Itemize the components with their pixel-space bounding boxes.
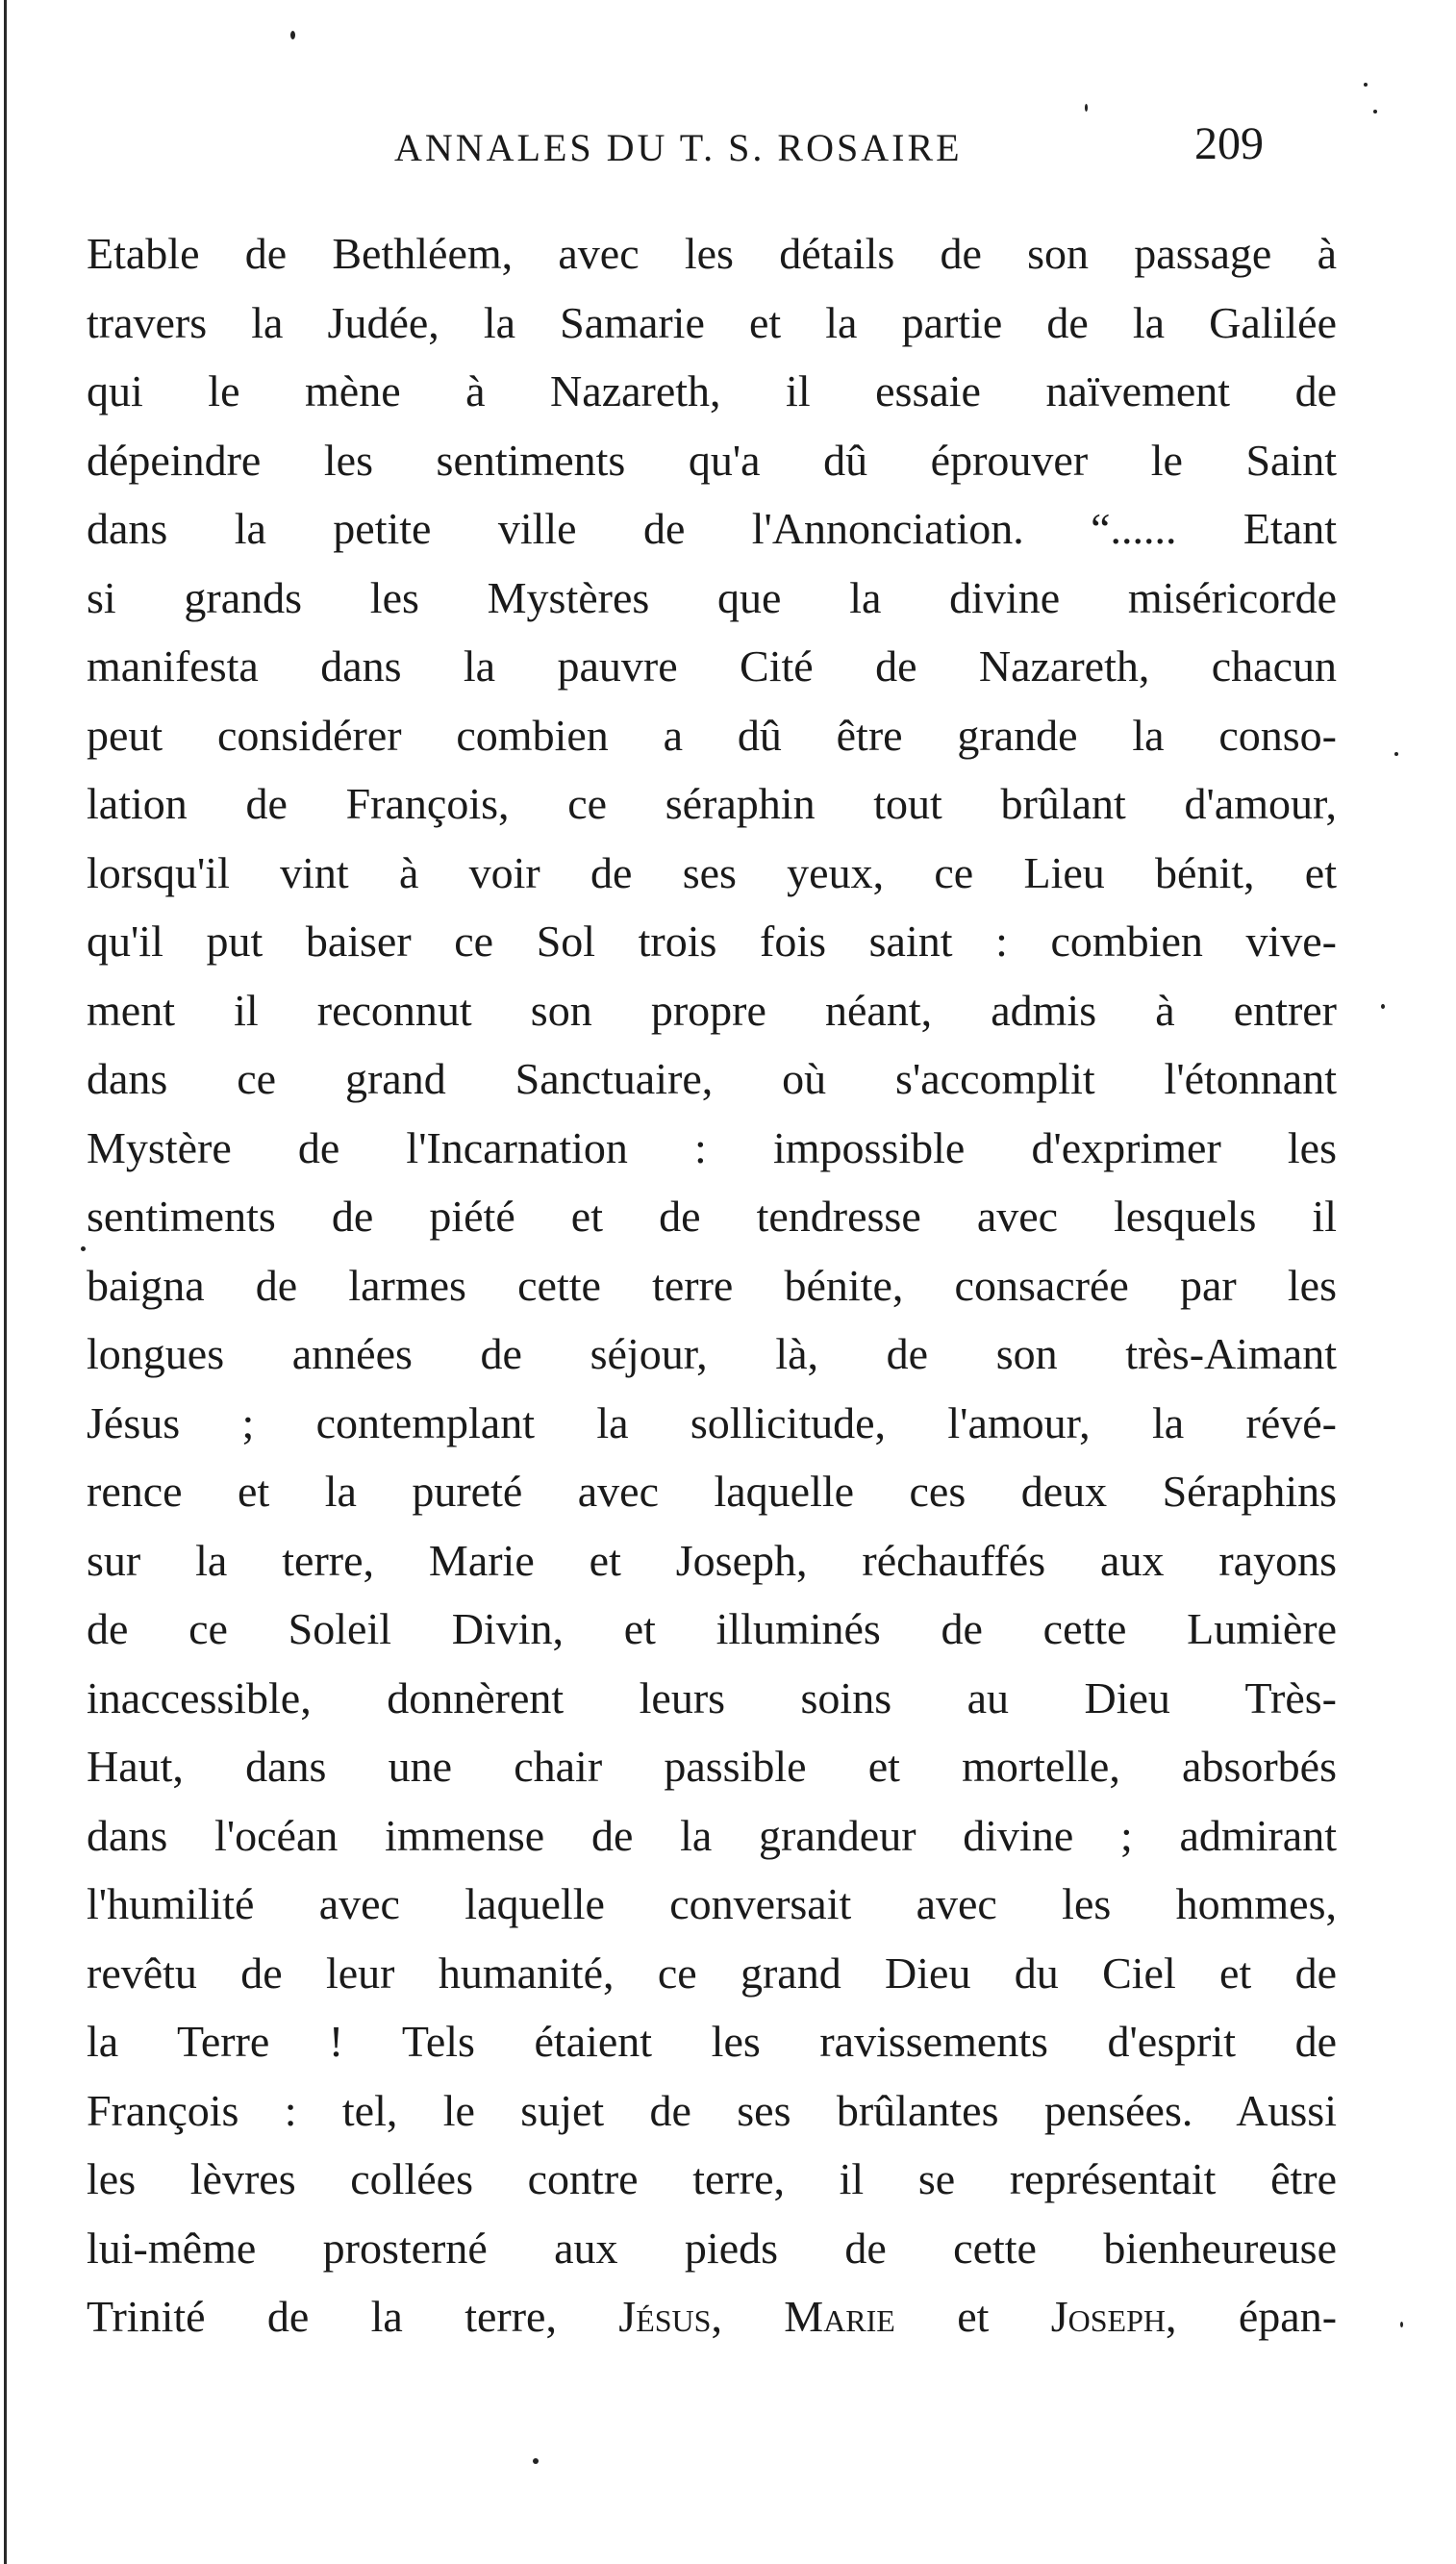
text-line: Jésus ; contemplant la sollicitude, l'amour, la révé- — [87, 1397, 1337, 1447]
text-line: François : tel, le sujet de ses brûlantes pensées. Aussi — [87, 2085, 1337, 2135]
text-line: Mystère de l'Incarnation : impossible d'exprimer les — [87, 1122, 1337, 1172]
scan-speck — [533, 2458, 539, 2464]
text-line: revêtu de leur humanité, ce grand Dieu du Ciel et de — [87, 1948, 1337, 1998]
text-line: si grands les Mystères que la divine miséricorde — [87, 572, 1337, 622]
name-joseph: Joseph — [1050, 2292, 1167, 2341]
scan-speck — [1400, 2322, 1403, 2327]
text-line: de ce Soleil Divin, et illuminés de cette Lumière — [87, 1604, 1337, 1653]
scan-speck — [290, 31, 295, 39]
text-line: qu'il put baiser ce Sol trois fois saint : combien vive- — [87, 917, 1337, 966]
text-line: inaccessible, donnèrent leurs soins au Dieu Très- — [87, 1672, 1337, 1722]
name-jesus: Jésus — [618, 2292, 712, 2341]
text-segment: et — [894, 2292, 1051, 2341]
scan-speck — [1085, 104, 1088, 112]
text-line: manifesta dans la pauvre Cité de Nazareth, chacun — [87, 641, 1337, 691]
text-line: peut considérer combien a dû être grande la conso- — [87, 710, 1337, 760]
text-line-last — [87, 2282, 1337, 2351]
page-edge — [4, 0, 7, 2564]
text-line: baigna de larmes cette terre bénite, consacrée par les — [87, 1260, 1337, 1310]
text-line: l'humilité avec laquelle conversait avec les hommes, — [87, 1879, 1337, 1928]
text-line: dans l'océan immense de la grandeur divine ; admirant — [87, 1810, 1337, 1860]
scan-speck — [1364, 83, 1368, 87]
text-line: qui le mène à Nazareth, il essaie naïvement de — [87, 366, 1337, 415]
text-line: dépeindre les sentiments qu'a dû éprouver le Saint — [87, 435, 1337, 485]
body-text — [87, 219, 1337, 2351]
page-number: 209 — [1194, 118, 1264, 169]
text-line: Etable de Bethléem, avec les détails de son passage à — [87, 229, 1337, 278]
text-line: Haut, dans une chair passible et mortelle, absorbés — [87, 1742, 1337, 1791]
scan-speck — [1373, 110, 1377, 113]
text-line: lui-même prosterné aux pieds de cette bienheureuse — [87, 2223, 1337, 2273]
text-line: dans ce grand Sanctuaire, où s'accomplit l'étonnant — [87, 1054, 1337, 1103]
scan-speck — [81, 1246, 86, 1251]
text-line: sentiments de piété et de tendresse avec lesquels il — [87, 1192, 1337, 1241]
text-line: travers la Judée, la Samarie et la partie de la Galilée — [87, 297, 1337, 347]
text-segment: , épan- — [1166, 2292, 1338, 2341]
text-line: les lèvres collées contre terre, il se représentait être — [87, 2154, 1337, 2203]
text-segment: , — [711, 2292, 785, 2341]
running-head — [0, 118, 1456, 183]
running-title: ANNALES DU T. S. ROSAIRE — [394, 126, 963, 169]
text-line: ment il reconnut son propre néant, admis à entrer — [87, 985, 1337, 1035]
name-marie: Marie — [784, 2292, 895, 2341]
scan-speck — [1381, 1004, 1385, 1009]
scan-speck — [1394, 752, 1398, 756]
text-segment: Trinité de la terre, — [87, 2292, 619, 2341]
text-line: dans la petite ville de l'Annonciation. “...... Etant — [87, 504, 1337, 553]
text-line: rence et la pureté avec laquelle ces deux Séraphins — [87, 1467, 1337, 1516]
text-line: longues années de séjour, là, de son très-Aimant — [87, 1329, 1337, 1378]
text-line: lorsqu'il vint à voir de ses yeux, ce Lieu bénit, et — [87, 847, 1337, 897]
text-line: sur la terre, Marie et Joseph, réchauffés aux rayons — [87, 1535, 1337, 1585]
text-line: lation de François, ce séraphin tout brûlant d'amour, — [87, 779, 1337, 828]
text-line: la Terre ! Tels étaient les ravissements d'esprit de — [87, 2017, 1337, 2066]
